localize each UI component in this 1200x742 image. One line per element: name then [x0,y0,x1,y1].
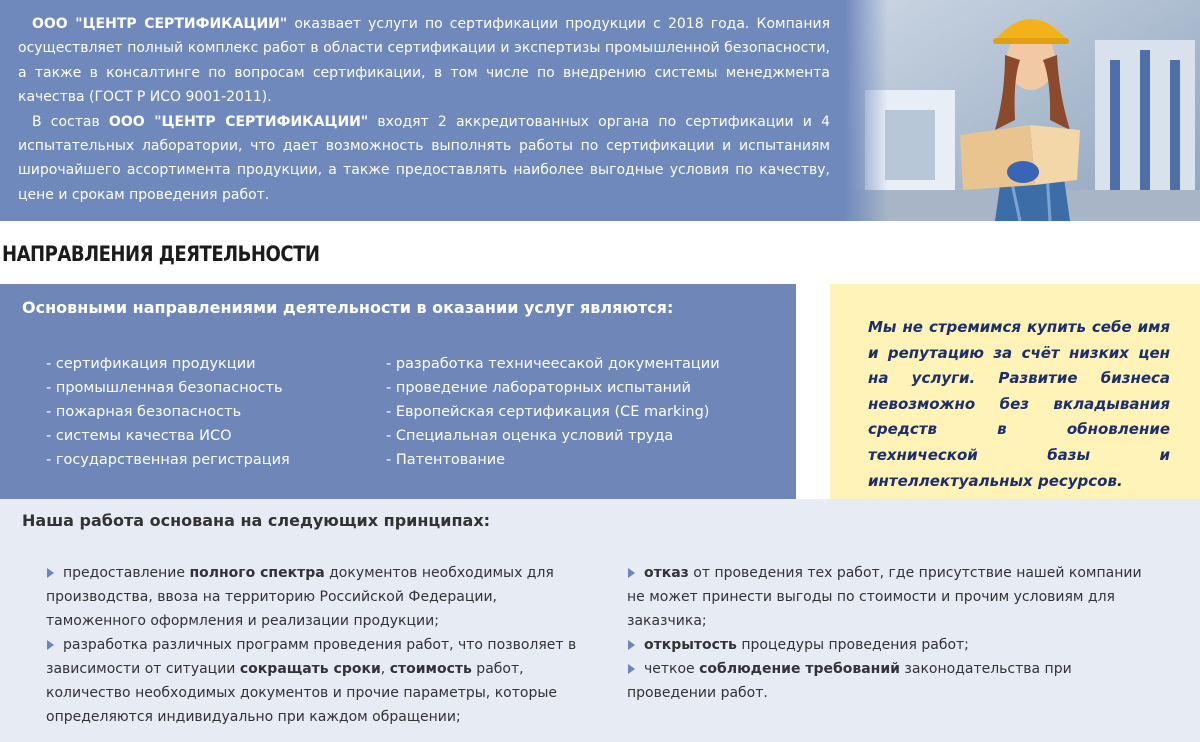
principle-text: предоставление [63,565,190,581]
triangle-arrow-icon [628,664,635,674]
principle-item [46,633,586,729]
principles-list-left [46,561,586,729]
intro-banner [0,0,1200,221]
direction-item: - пожарная безопасность [46,404,242,420]
directions-panel [0,284,796,499]
directions-heading: Основными направлениями деятельности в оказании услуг являются: [22,298,674,317]
direction-item: - сертификация продукции [46,356,256,372]
principle-item [627,561,1147,633]
direction-item: - государственная регистрация [46,452,290,468]
intro-paragraph-2-lead: В состав [32,113,109,130]
quote-panel [830,284,1200,499]
direction-item: - Специальная оценка условий труда [386,428,674,444]
triangle-arrow-icon [628,568,635,578]
principle-item [46,561,586,633]
triangle-arrow-icon [47,568,54,578]
quote-text: Мы не стремимся купить себе имя и репутацию за счёт низких цен на услуги. Развитие бизнеса невозможно без вкладывания средств в обновление технической базы и интеллектуальных ресурсов. [868,318,1170,490]
section-title: НАПРАВЛЕНИЯ ДЕЯТЕЛЬНОСТИ [2,242,320,266]
principle-text: , [380,661,390,677]
principle-item [627,633,1147,657]
principle-text: процедуры проведения работ; [736,637,969,653]
principle-text: документов необходимых для производства, ввоза на территорию Российской Федерации, таможенного оформления и реализации продукции; [46,565,554,629]
principles-panel [0,499,1200,742]
principle-keyword: стоимость [389,661,472,677]
principle-text: законодательства при проведении работ. [627,661,1072,701]
principle-keyword: соблюдение требований [699,661,900,677]
direction-item: - Патентование [386,452,506,468]
principle-keyword: сокращать сроки [239,661,381,677]
direction-item: - промышленная безопасность [46,380,283,396]
intro-paragraph-2-text: входят 2 аккредитованных органа по сертификации и 4 испытательных лаборатории, что дает возможность выполнять работы по сертификации и испытаниям широчайшего ассортимента продукции, а также предоставлять наиболее выгодные условия по качеству, цене и срокам проведения работ. [18,113,830,203]
intro-text [18,12,830,207]
direction-item: - системы качества ИСО [46,428,232,444]
company-name: ООО "ЦЕНТР СЕРТИФИКАЦИИ" [108,113,369,130]
intro-paragraph-2 [18,110,830,208]
triangle-arrow-icon [628,640,635,650]
principle-text: работ, количество необходимых документов и прочие параметры, которые определяются индивидуально при каждом обращении; [46,661,558,725]
triangle-arrow-icon [47,640,54,650]
principle-text: четкое [644,661,700,677]
company-name: ООО "ЦЕНТР СЕРТИФИКАЦИИ" [32,16,288,32]
principle-item [627,657,1147,705]
intro-paragraph-1-text: оказвает услуги по сертификации продукции с 2018 года. Компания осуществляет полный комплекс работ в области сертификации и экспертизы промышленной безопасности, а также в консалтинге по вопросам сертификации, в том числе по внедрению системы менеджмента качества (ГОСТ Р ИСО 9001-2011). [18,16,830,106]
principles-heading: Наша работа основана на следующих принципах: [22,511,491,530]
directions-list-right [386,352,720,472]
intro-paragraph-1 [18,12,830,110]
direction-item: - проведение лабораторных испытаний [386,380,691,396]
principle-text: разработка различных программ проведения работ, что позволяет в зависимости от ситуации [46,637,577,677]
principle-keyword: отказ [644,565,689,581]
directions-list-left [46,352,290,472]
direction-item: - Европейская сертификация (CE marking) [386,404,710,420]
worker-photo [845,0,1200,221]
principles-list-right [627,561,1147,705]
direction-item: - разработка техничеесакой документации [386,356,720,372]
principle-keyword: полного спектра [189,565,325,581]
principle-text: от проведения тех работ, где присутствие нашей компании не может принести выгоды по стоимости и прочим условиям для заказчика; [627,565,1142,629]
principle-keyword: открытость [644,637,737,653]
